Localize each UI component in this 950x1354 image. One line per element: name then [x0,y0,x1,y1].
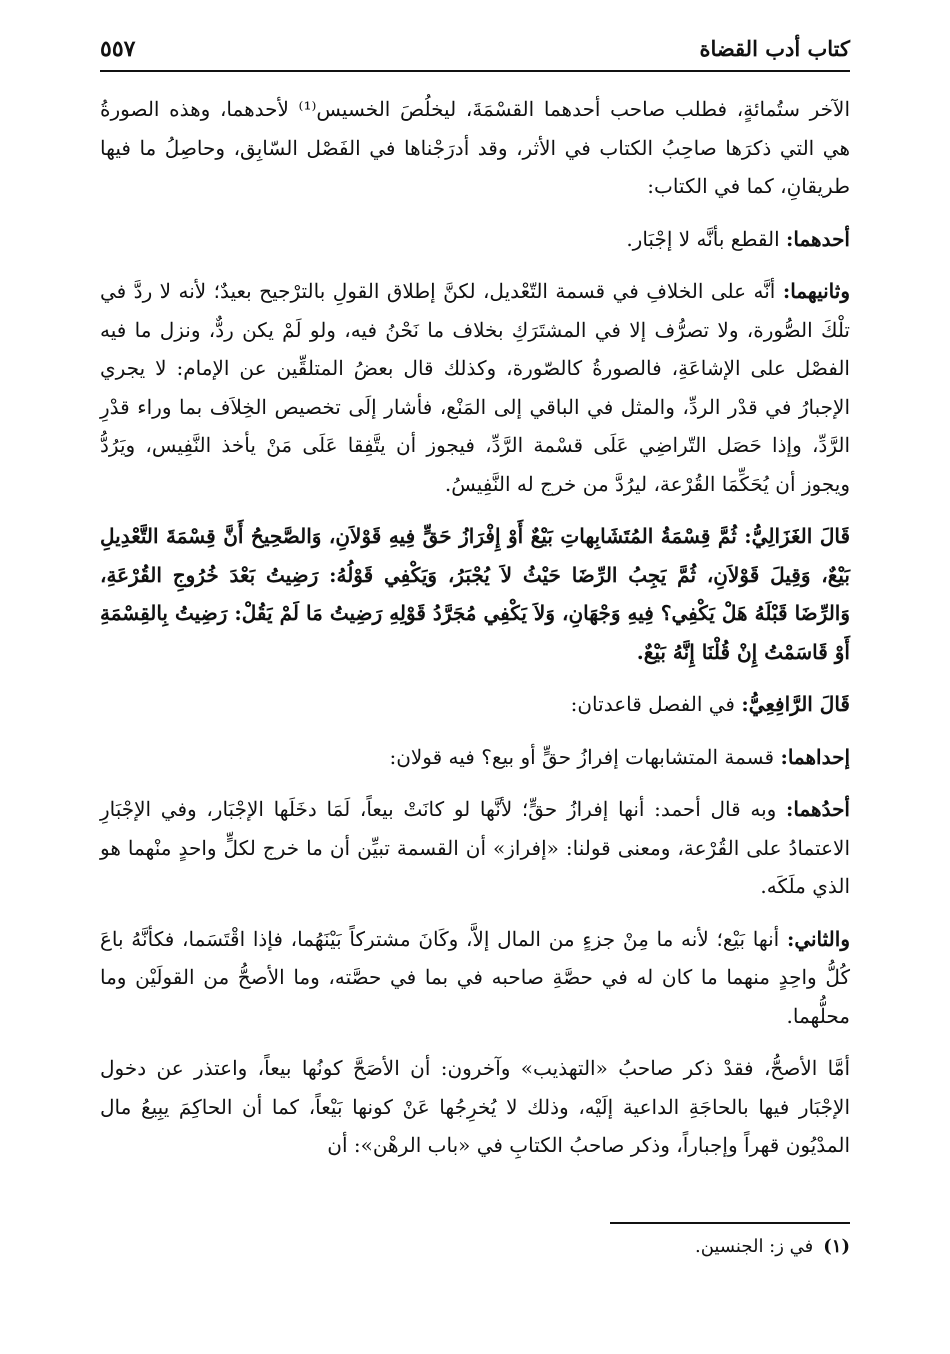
paragraph-lead: قَالَ الغَزَالِيُّ: [744,524,850,548]
paragraph-second-opinion [100,920,850,1036]
paragraph-lead: أحدهما: [785,226,850,251]
paragraph-rafii [100,685,850,724]
page-header [100,28,850,68]
footnote-text: في ز: الجنسين. [695,1236,814,1257]
paragraph-text: أمَّا الأصحُّ، فقدْ ذكر صاحبُ «التهذيب» وآخرون: أن الأصَحَّ كونُها بيعاً، واعتذر عن دخول الإجْبَار فيها بالحاجَةِ الداعية إلَيْه، وذلك لا يُخرِجُها عَنْ كونها بَيْعاً، كما أن الحاكِمَ يبِيعُ مال المدْيُون قهراً وإجباراً، وذكر صاحبُ الكتابِ في «باب الرهْن»: أن [100,1056,850,1157]
page-body [100,90,850,1165]
footnote-rule [610,1222,850,1224]
paragraph-text: قسمة المتشابهات إفرازُ حقٍّ أو بيع؟ فيه قولان: [389,744,781,769]
paragraph-ghazali-quote [100,517,850,671]
footnote-marker: (١) [823,1236,850,1257]
paragraph-first-rule [100,738,850,777]
paragraph-lead: إحداهما: [780,744,850,769]
running-title: كتاب أدب القضاة [699,36,850,61]
paragraph-lead: أحدُهما: [785,797,850,821]
page-number: ٥٥٧ [100,36,136,62]
paragraph-continuation [100,90,850,206]
paragraph-text: أنَّه على الخلافِ في قسمة التّعْديل، لكنَّ إطلاق القولِ بالترْجيح بعيدٌ؛ لأنه لا ردَّ في تلْكَ الصُّورة، ولا تصرُّف إلا في المشتَرَكِ بخلاف ما نَحْنُ فيه، ولو لَمْ يكن ردٌّ، ونزل ما فيه الفصْل على الإشاعَةِ، فالصورةُ كالصّورة، وكذلك قال بعضُ المتلقِّين عن الإمام: لا يجري الإجبارُ في قدْر الردِّ، والمثل في الباقي إلى المَنْع، فأشار إلَى تخصيص الخِلاَف بما وراء قدْرِ الرَّدِّ، وإذا حَصَل التّراضِي عَلَى قسْمة الرَّدِّ، فيجوز أن يتَّفِقا عَلَى مَنْ يأخذ النَّفِيس، ويَرُدُّ ويجوز أن يُحَكِّمَا القُرْعة، ليرُدَّ من خرج له النَّفِيسُ. [100,279,850,496]
paragraph-second-way [100,272,850,503]
header-rule [100,70,850,72]
paragraph-lead: والثاني: [786,926,850,951]
paragraph-lead: وثانيهما: [782,279,850,303]
paragraph-text: الآخر ستُمائةٍ، فطلب صاحب أحدهما القسْمَةَ، ليخلُصَ الخسيس⁽¹⁾ لأحدهما، وهذه الصورةُ هي التي ذكرَها صاحِبُ الكتاب في الأثر، وقد أدرَجْناها في الفَصْل السّابِق، وحاصِلُ ما فيها طريقانِ، كما في الكتاب: [100,97,851,198]
paragraph-text: في الفصل قاعدتان: [570,692,742,716]
paragraph-most-correct [100,1049,850,1165]
paragraph-text: ثُمَّ قِسْمَةُ المُتَشَابِهاتِ بَيْعٌ أَوْ إِفْرَازُ حَقٍّ فِيهِ قَوْلاَنِ، وَالصَّحِيحُ أَنَّ قِسْمَةَ التَّعْدِيلِ بَيْعٌ، وَقِيلَ قَوْلاَنِ، ثُمَّ يَجِبُ الرِّضَا حَيْثُ لاَ يُجْبَرُ، وَيَكْفِي قَوْلُهُ: رَضِيتُ بَعْدَ خُرُوجِ القُرْعَةِ، وَالرِّضَا قَبْلَهُ هَلْ يَكْفِي؟ فِيهِ وَجْهَانِ، وَلاَ يَكْفِي مُجَرَّدُ قَوْلِهِ رَضِيتُ مَا لَمْ يَقُلْ: رَضِيتُ بِالقِسْمَةِ أَوْ قَاسَمْتُ إِنْ قُلْنَا إِنَّهُ بَيْعٌ. [100,524,850,664]
paragraph-lead: قَالَ الرَّافِعِيُّ: [741,692,850,716]
paragraph-text: القطع بأنَّه لا إجْبَار. [626,226,786,251]
paragraph-text: وبه قال أحمد: أنها إفرازُ حقٍّ؛ لأنَّها لو كانَتْ بيعاً، لَمَا دخَلَها الإجْبَار، وفي الإجْبَارِ الاعتمادُ على القُرْعة، ومعنى قولنا: «إفراز» أن القسمة تبيِّن أن ما خرج لكلٍّ واحدٍ منْهما هو الذي ملَكَه. [100,797,850,898]
paragraph-first-way [100,220,850,259]
paragraph-text: أنها بَيْع؛ لأنه ما مِنْ جزءٍ من المال إلاَّ، وكَانَ مشتركاً بَيْنَهُما، فإذا اقْتَسَما، فكأنَّهُ باعَ كُلُّ واحِدٍ منهما ما كان له في حصَّةِ صاحبه في بما في حصَّته، وما الأصحُّ من القولَيْن وما محلُّهما. [100,926,850,1028]
paragraph-first-opinion [100,790,850,906]
footnote [100,1232,850,1262]
